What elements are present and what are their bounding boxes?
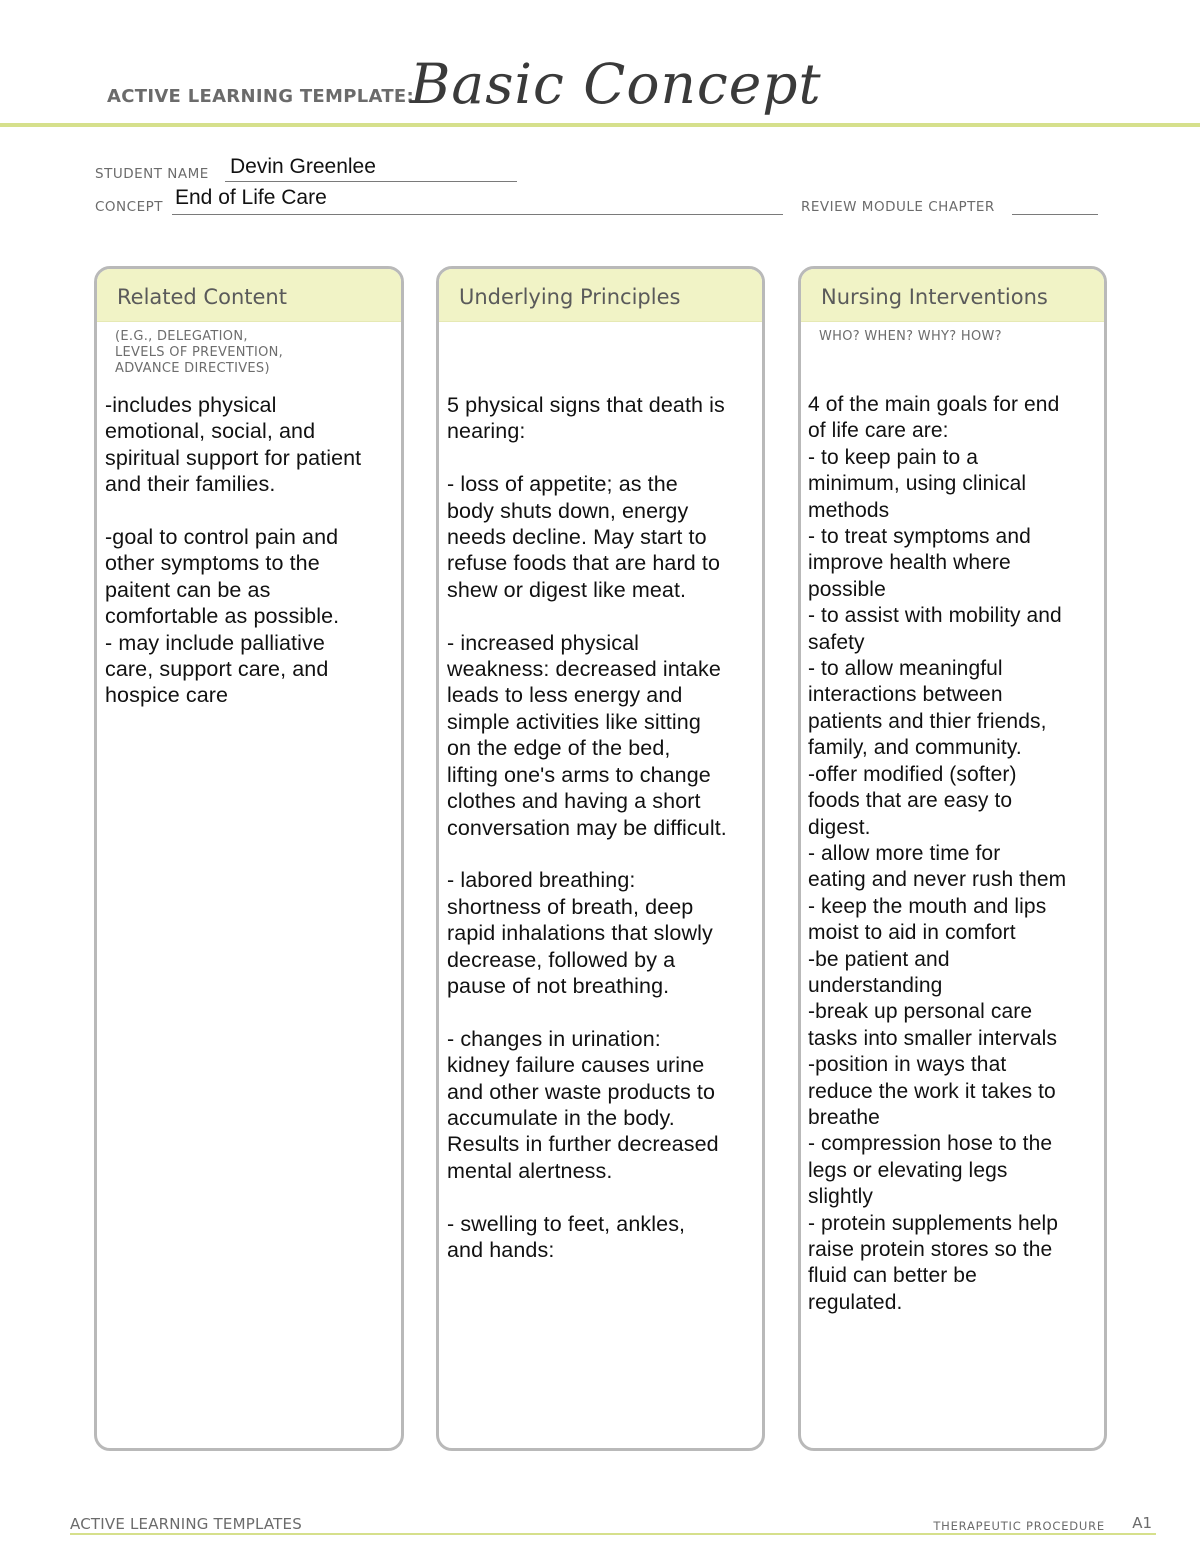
template-label: ACTIVE LEARNING TEMPLATE: xyxy=(107,86,414,107)
nursing-interventions-text[interactable]: 4 of the main goals for end of life care are: - to keep pain to a minimum, using clinical methods - to treat symptoms and improve health where possible - to assist with mobility and safety - to allow meaningful interactions between patients and thier friends, family, and community. -offer modified (softer) foods that are easy to digest. - allow more time for eating and never rush them - keep the mouth and lips moist to aid in comfort -be patient and understanding -break up personal care tasks into smaller intervals -position in ways that reduce the work it takes to breathe - compression hose to the legs or elevating legs slightly - protein supplements help raise protein stores so the fluid can better be regulated. xyxy=(808,393,1067,1314)
nursing-interventions-hint: WHO? WHEN? WHY? HOW? xyxy=(819,329,1002,344)
footer-divider xyxy=(70,1533,1156,1535)
student-name-label: STUDENT NAME xyxy=(95,166,209,182)
related-content-hint: (E.G., DELEGATION, LEVELS OF PREVENTION, ADVANCE DIRECTIVES) xyxy=(115,329,284,376)
student-name-field[interactable]: Devin Greenlee xyxy=(230,155,376,178)
related-content-panel xyxy=(94,266,404,1451)
nursing-interventions-panel xyxy=(798,266,1107,1451)
page-title: Basic Concept xyxy=(410,52,822,116)
underlying-principles-panel xyxy=(436,266,765,1451)
footer-section: THERAPEUTIC PROCEDURE xyxy=(933,1519,1105,1533)
review-module-label: REVIEW MODULE CHAPTER xyxy=(801,199,995,215)
concept-field[interactable]: End of Life Care xyxy=(175,186,327,209)
underlying-principles-title: Underlying Principles xyxy=(439,269,762,322)
underlying-principles-text[interactable]: 5 physical signs that death is nearing: - loss of appetite; as the body shuts down, energy needs decline. May start to refuse foods that are hard to shew or digest like meat. - increased physical weakness: decreased intake leads to less energy and simple activities like sitting on the edge of the bed, lifting one's arms to change clothes and having a short conversation may be difficult. - labored breathing: shortness of breath, deep rapid inhalations that slowly decrease, followed by a pause of not breathing. - changes in urination: kidney failure causes urine and other waste products to accumulate in the body. Results in further decreased mental alertness. - swelling to feet, ankles, and hands: xyxy=(447,393,727,1262)
concept-line xyxy=(172,214,783,215)
nursing-interventions-title: Nursing Interventions xyxy=(801,269,1104,322)
underlying-principles-hint xyxy=(439,322,762,380)
review-module-line xyxy=(1012,214,1098,215)
concept-label: CONCEPT xyxy=(95,199,163,215)
header-divider xyxy=(0,123,1200,127)
student-name-line xyxy=(225,181,517,182)
related-content-title: Related Content xyxy=(97,269,401,322)
footer-label: ACTIVE LEARNING TEMPLATES xyxy=(70,1515,302,1533)
page-number: A1 xyxy=(1132,1514,1152,1532)
related-content-text[interactable]: -includes physical emotional, social, and spiritual support for patient and their families. -goal to control pain and other symptoms to the paitent can be as comfortable as possible. - may include palliative care, support care, and hospice care xyxy=(105,393,362,708)
